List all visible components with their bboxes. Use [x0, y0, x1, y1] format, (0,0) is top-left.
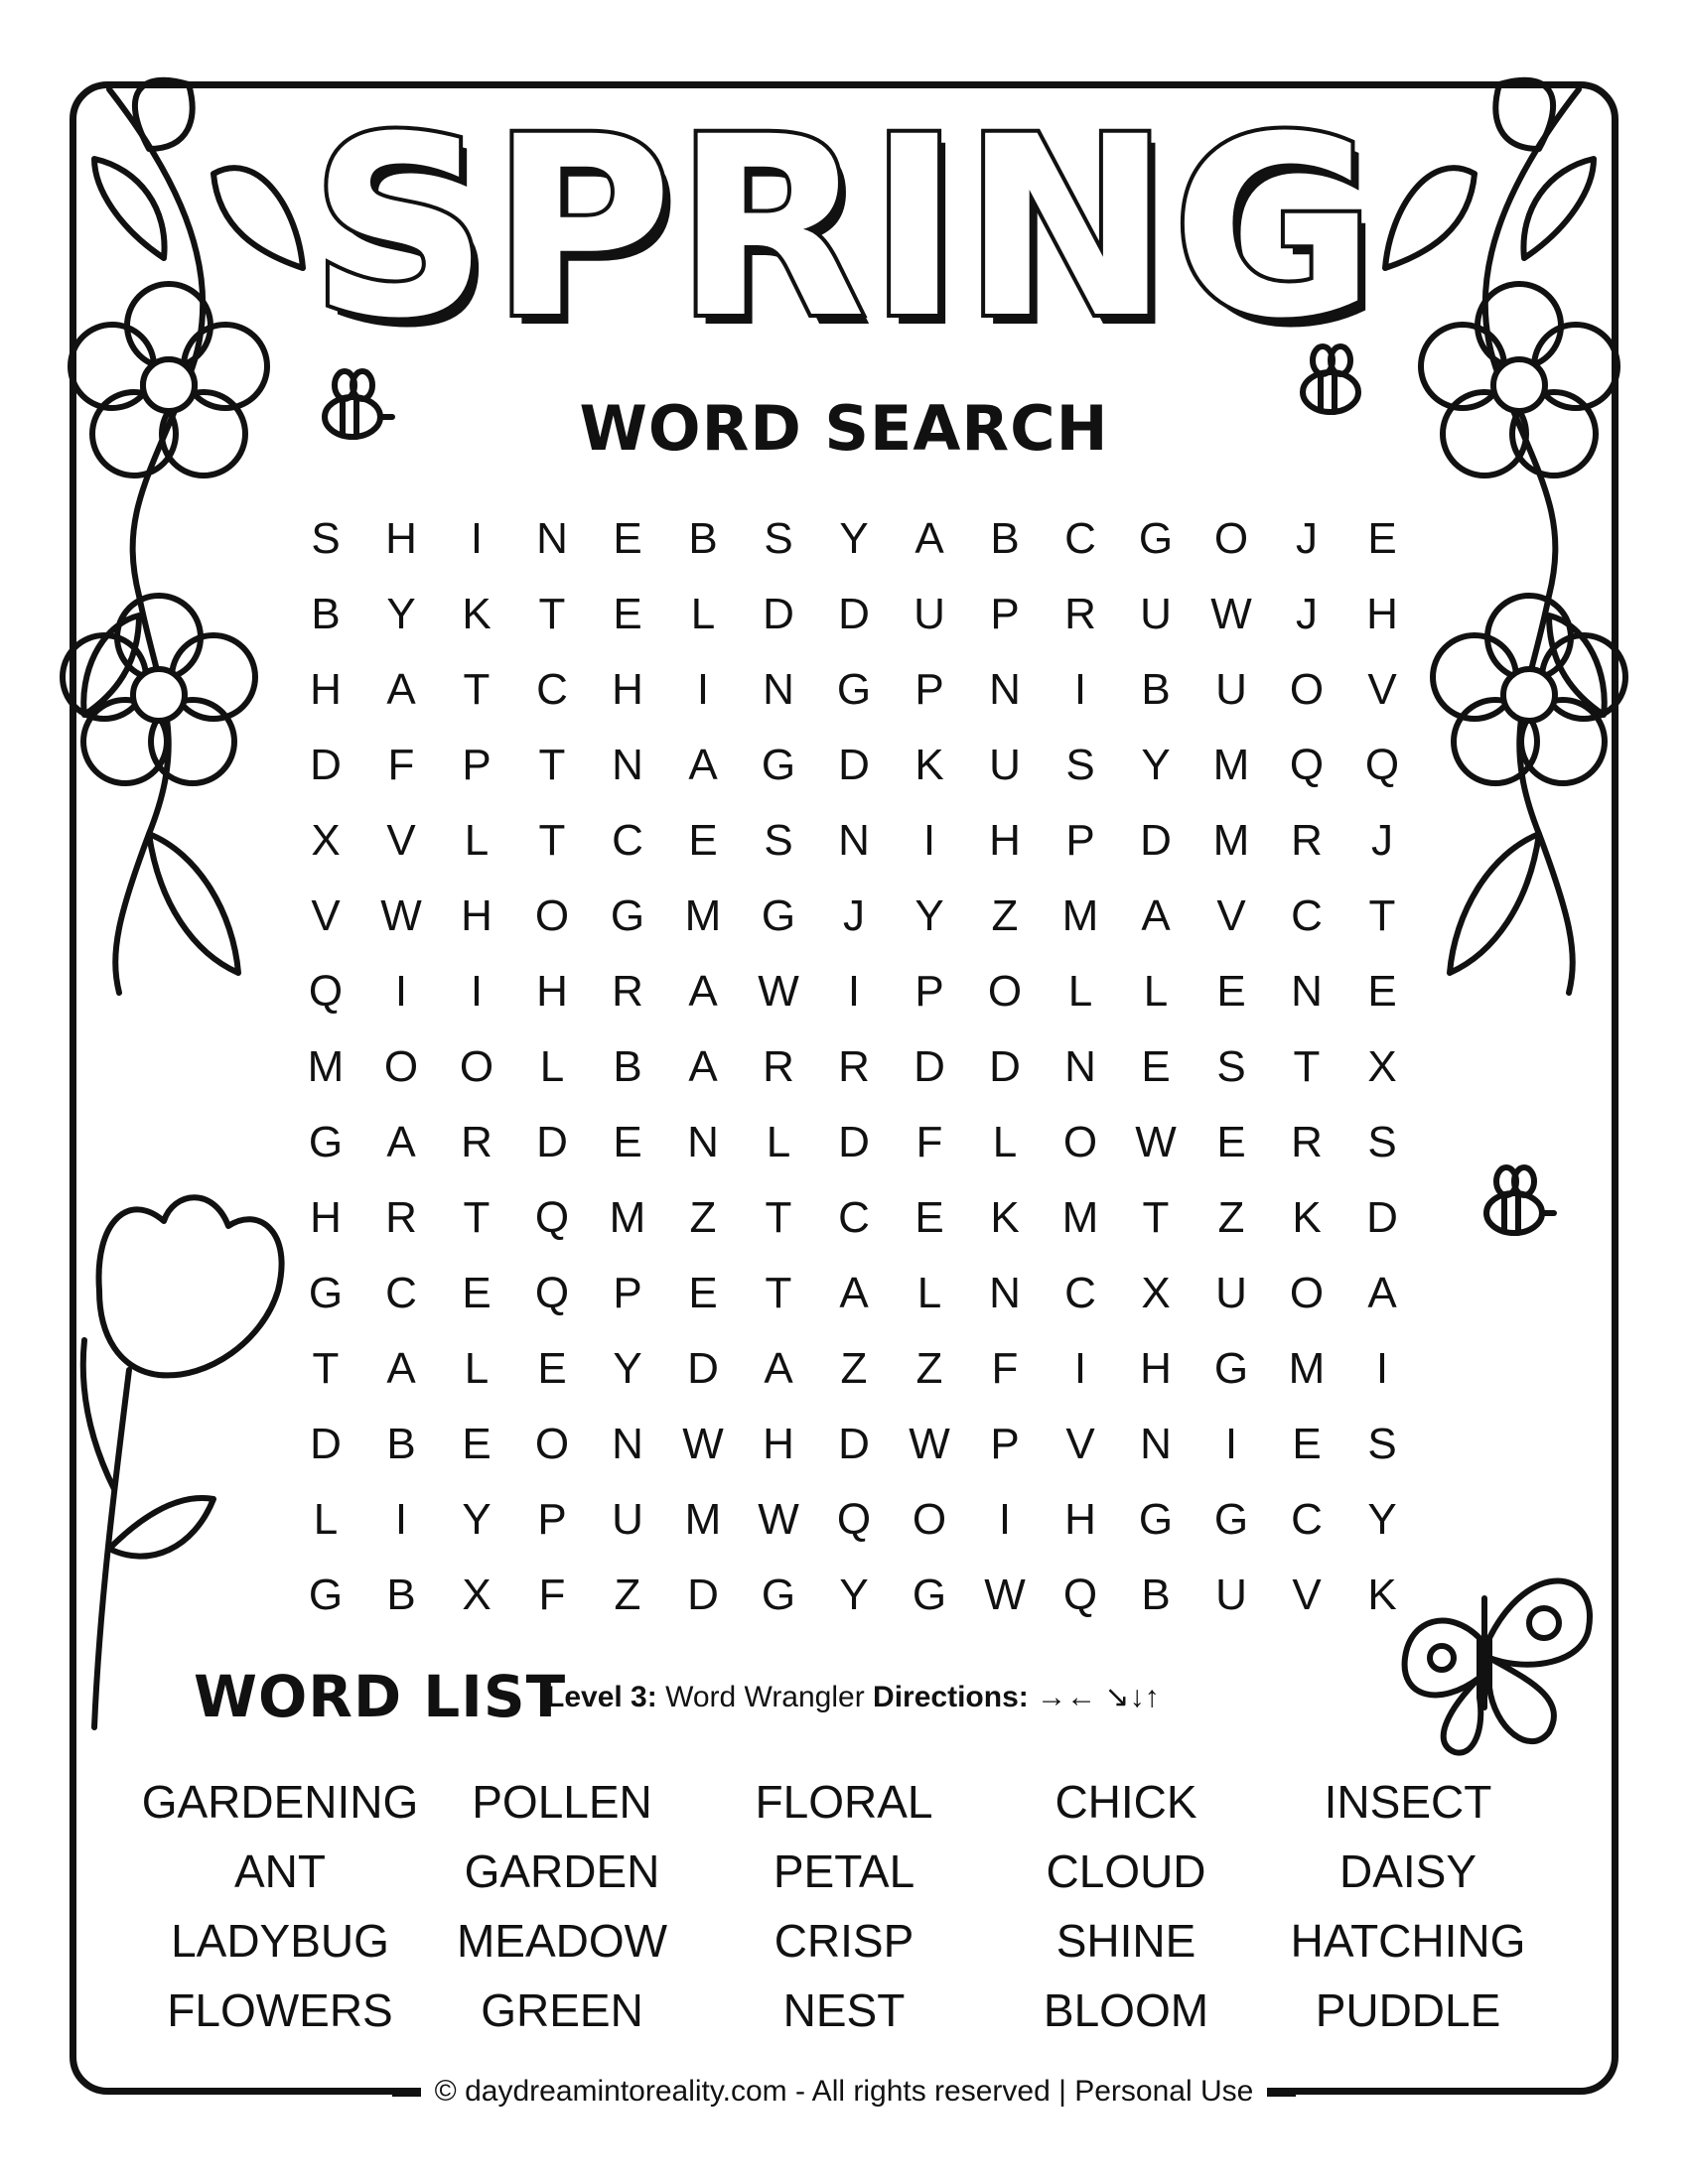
grid-letter[interactable]: M: [609, 1193, 646, 1242]
grid-letter[interactable]: R: [763, 1042, 794, 1091]
grid-letter[interactable]: G: [836, 665, 872, 714]
grid-letter[interactable]: H: [385, 514, 417, 563]
grid-letter[interactable]: G: [761, 1570, 796, 1619]
grid-letter[interactable]: C: [1064, 514, 1096, 563]
grid-letter[interactable]: O: [1289, 1269, 1325, 1317]
grid-letter[interactable]: M: [1212, 816, 1250, 865]
grid-letter[interactable]: D: [838, 590, 870, 638]
grid-letter[interactable]: J: [1296, 514, 1318, 563]
word-list-item: MEADOW: [456, 1915, 668, 1967]
grid-letter[interactable]: L: [539, 1042, 565, 1091]
grid-letter[interactable]: Y: [1141, 741, 1171, 789]
grid-letter[interactable]: Q: [1364, 741, 1400, 789]
grid-letter[interactable]: B: [311, 590, 341, 638]
grid-letter[interactable]: F: [915, 1118, 943, 1166]
grid-letter[interactable]: G: [1213, 1344, 1249, 1393]
grid-letter[interactable]: E: [688, 1269, 718, 1317]
grid-letter[interactable]: W: [758, 1495, 799, 1544]
grid-letter[interactable]: W: [1210, 590, 1252, 638]
grid-letter[interactable]: W: [984, 1570, 1026, 1619]
grid-letter[interactable]: N: [612, 1420, 643, 1468]
word-list-item: PUDDLE: [1315, 1984, 1501, 2036]
grid-letter[interactable]: C: [612, 816, 643, 865]
grid-letter[interactable]: L: [1143, 967, 1169, 1016]
grid-letter[interactable]: H: [989, 816, 1021, 865]
grid-letter[interactable]: D: [536, 1118, 568, 1166]
grid-letter[interactable]: L: [916, 1269, 942, 1317]
word-list-item: NEST: [782, 1984, 906, 2036]
grid-letter[interactable]: H: [763, 1420, 794, 1468]
grid-letter[interactable]: S: [1367, 1118, 1397, 1166]
grid-letter[interactable]: I: [394, 967, 408, 1016]
grid-letter[interactable]: Q: [1289, 741, 1325, 789]
grid-letter[interactable]: P: [613, 1269, 642, 1317]
grid-letter[interactable]: T: [765, 1269, 792, 1317]
grid-letter[interactable]: H: [310, 1193, 342, 1242]
grid-letter[interactable]: D: [1366, 1193, 1398, 1242]
word-list-item: GARDENING: [141, 1776, 419, 1828]
grid-letter[interactable]: Q: [836, 1495, 872, 1544]
grid-letter[interactable]: H: [310, 665, 342, 714]
grid-letter[interactable]: V: [386, 816, 416, 865]
grid-letter[interactable]: A: [914, 514, 944, 563]
word-list-item: POLLEN: [472, 1776, 652, 1828]
page-subtitle: WORD SEARCH: [579, 392, 1109, 465]
grid-letter[interactable]: O: [383, 1042, 419, 1091]
grid-letter[interactable]: C: [1064, 1269, 1096, 1317]
grid-letter[interactable]: H: [1366, 590, 1398, 638]
grid-letter[interactable]: Q: [308, 967, 344, 1016]
grid-letter[interactable]: U: [1215, 665, 1247, 714]
grid-letter[interactable]: O: [1213, 514, 1249, 563]
grid-letter[interactable]: C: [385, 1269, 417, 1317]
grid-letter[interactable]: R: [385, 1193, 417, 1242]
word-list-title: WORD LIST: [194, 1663, 567, 1730]
grid-letter[interactable]: N: [687, 1118, 719, 1166]
word-list-item: ANT: [234, 1845, 326, 1897]
grid-letter[interactable]: M: [307, 1042, 345, 1091]
grid-letter[interactable]: N: [1064, 1042, 1096, 1091]
grid-letter[interactable]: Y: [914, 891, 944, 940]
grid-letter[interactable]: J: [843, 891, 865, 940]
grid-letter[interactable]: Y: [839, 1570, 869, 1619]
word-list-item: BLOOM: [1043, 1984, 1209, 2036]
grid-letter[interactable]: A: [386, 1118, 416, 1166]
grid-letter[interactable]: I: [1073, 665, 1087, 714]
word-list-item: CRISP: [774, 1915, 914, 1967]
grid-letter[interactable]: X: [1141, 1269, 1171, 1317]
grid-letter[interactable]: P: [914, 967, 944, 1016]
grid-letter[interactable]: G: [308, 1118, 344, 1166]
grid-letter[interactable]: M: [1061, 1193, 1099, 1242]
word-list-item: FLORAL: [755, 1776, 933, 1828]
grid-letter[interactable]: S: [1065, 741, 1095, 789]
grid-letter[interactable]: F: [387, 741, 415, 789]
grid-letter[interactable]: R: [612, 967, 643, 1016]
grid-letter[interactable]: W: [758, 967, 799, 1016]
grid-letter[interactable]: S: [311, 514, 341, 563]
grid-letter[interactable]: W: [380, 891, 422, 940]
grid-letter[interactable]: L: [464, 816, 490, 865]
word-list: [139, 1767, 1549, 2045]
grid-letter[interactable]: E: [1141, 1042, 1171, 1091]
level-directions: [546, 1680, 1160, 1714]
grid-letter[interactable]: P: [990, 590, 1020, 638]
grid-letter[interactable]: A: [688, 741, 718, 789]
grid-letter[interactable]: O: [912, 1495, 947, 1544]
grid-letter[interactable]: M: [1212, 741, 1250, 789]
grid-letter[interactable]: G: [761, 741, 796, 789]
grid-letter[interactable]: F: [991, 1344, 1019, 1393]
grid-letter[interactable]: V: [311, 891, 341, 940]
grid-letter[interactable]: T: [463, 1193, 491, 1242]
grid-letter[interactable]: Q: [1062, 1570, 1098, 1619]
grid-letter[interactable]: X: [1367, 1042, 1397, 1091]
grid-letter[interactable]: G: [912, 1570, 947, 1619]
grid-letter[interactable]: T: [1368, 891, 1396, 940]
grid-letter[interactable]: T: [1142, 1193, 1170, 1242]
bee-icon: [1486, 1167, 1554, 1233]
grid-letter[interactable]: A: [386, 665, 416, 714]
level-label: Level 3:: [546, 1681, 657, 1713]
level-name: Word Wrangler: [665, 1681, 865, 1713]
grid-letter[interactable]: Z: [614, 1570, 641, 1619]
word-list-item: CHICK: [1055, 1776, 1197, 1828]
footer: [0, 2075, 1688, 2109]
grid-letter[interactable]: G: [308, 1570, 344, 1619]
grid-letter[interactable]: N: [989, 1269, 1021, 1317]
grid-letter[interactable]: Q: [534, 1269, 570, 1317]
grid-letter[interactable]: I: [470, 967, 484, 1016]
direction-arrows: →← ↘↓↑: [1037, 1681, 1160, 1713]
grid-letter[interactable]: M: [1288, 1344, 1326, 1393]
grid-letter[interactable]: D: [687, 1570, 719, 1619]
word-list-item: INSECT: [1324, 1776, 1492, 1828]
grid-letter[interactable]: D: [914, 1042, 945, 1091]
grid-letter[interactable]: P: [1065, 816, 1095, 865]
grid-letter[interactable]: Y: [462, 1495, 492, 1544]
grid-letter[interactable]: G: [1213, 1495, 1249, 1544]
grid-letter[interactable]: D: [838, 741, 870, 789]
grid-letter[interactable]: U: [612, 1495, 643, 1544]
word-list-item: DAISY: [1338, 1845, 1477, 1897]
directions-label: Directions:: [873, 1681, 1029, 1713]
grid-letter[interactable]: N: [989, 665, 1021, 714]
word-list-item: FLOWERS: [167, 1984, 393, 2036]
grid-letter[interactable]: L: [690, 590, 716, 638]
grid-letter[interactable]: U: [989, 741, 1021, 789]
grid-letter[interactable]: D: [1140, 816, 1172, 865]
grid-letter[interactable]: I: [1375, 1344, 1389, 1393]
grid-letter[interactable]: I: [470, 514, 484, 563]
grid-letter[interactable]: J: [1296, 590, 1318, 638]
grid-letter[interactable]: B: [386, 1420, 416, 1468]
grid-letter[interactable]: A: [386, 1344, 416, 1393]
grid-letter[interactable]: P: [990, 1420, 1020, 1468]
word-list-item: GARDEN: [464, 1845, 660, 1897]
grid-letter[interactable]: Y: [613, 1344, 642, 1393]
grid-letter[interactable]: O: [987, 967, 1023, 1016]
grid-letter[interactable]: N: [1140, 1420, 1172, 1468]
word-list-item: HATCHING: [1290, 1915, 1526, 1967]
grid-letter[interactable]: U: [1215, 1570, 1247, 1619]
grid-letter[interactable]: M: [684, 891, 722, 940]
butterfly-icon: [1405, 1581, 1590, 1753]
grid-letter[interactable]: N: [536, 514, 568, 563]
grid-letter[interactable]: J: [1371, 816, 1393, 865]
word-list-item: GREEN: [481, 1984, 643, 2036]
grid-letter[interactable]: E: [462, 1269, 492, 1317]
grid-letter[interactable]: L: [464, 1344, 490, 1393]
grid-letter[interactable]: V: [1367, 665, 1397, 714]
grid-letter[interactable]: A: [1367, 1269, 1397, 1317]
grid-letter[interactable]: E: [1216, 967, 1246, 1016]
grid-letter[interactable]: R: [1291, 1118, 1323, 1166]
grid-letter[interactable]: I: [1073, 1344, 1087, 1393]
grid-letter[interactable]: I: [394, 1495, 408, 1544]
grid-letter[interactable]: O: [534, 1420, 570, 1468]
grid-letter[interactable]: W: [909, 1420, 950, 1468]
grid-letter[interactable]: H: [536, 967, 568, 1016]
grid-letter[interactable]: O: [1062, 1118, 1098, 1166]
grid-letter[interactable]: B: [1141, 1570, 1171, 1619]
grid-letter[interactable]: E: [613, 1118, 642, 1166]
grid-letter[interactable]: I: [922, 816, 936, 865]
grid-letter[interactable]: H: [1064, 1495, 1096, 1544]
grid-letter[interactable]: X: [462, 1570, 492, 1619]
grid-letter[interactable]: G: [761, 891, 796, 940]
grid-letter[interactable]: P: [462, 741, 492, 789]
grid-letter[interactable]: Q: [534, 1193, 570, 1242]
word-list-item: LADYBUG: [171, 1915, 389, 1967]
grid-letter[interactable]: Y: [1367, 1495, 1397, 1544]
grid-letter[interactable]: E: [613, 514, 642, 563]
grid-letter[interactable]: I: [1224, 1420, 1238, 1468]
grid-letter[interactable]: Z: [689, 1193, 717, 1242]
grid-letter[interactable]: S: [764, 816, 793, 865]
grid-letter[interactable]: T: [538, 741, 566, 789]
grid-letter[interactable]: E: [688, 816, 718, 865]
grid-letter[interactable]: C: [1291, 891, 1323, 940]
grid-letter[interactable]: V: [1292, 1570, 1322, 1619]
grid-letter[interactable]: E: [613, 590, 642, 638]
grid-letter[interactable]: E: [1216, 1118, 1246, 1166]
grid-letter[interactable]: D: [687, 1344, 719, 1393]
grid-letter[interactable]: T: [538, 816, 566, 865]
grid-letter[interactable]: G: [1138, 1495, 1174, 1544]
grid-letter[interactable]: X: [311, 816, 341, 865]
grid-letter[interactable]: D: [838, 1420, 870, 1468]
grid-letter[interactable]: P: [537, 1495, 567, 1544]
grid-letter[interactable]: K: [1367, 1570, 1397, 1619]
grid-letter[interactable]: D: [838, 1118, 870, 1166]
grid-letter[interactable]: G: [610, 891, 645, 940]
grid-letter[interactable]: B: [990, 514, 1020, 563]
grid-letter[interactable]: Z: [991, 891, 1019, 940]
grid-letter[interactable]: W: [1135, 1118, 1177, 1166]
grid-letter[interactable]: B: [613, 1042, 642, 1091]
grid-letter[interactable]: O: [459, 1042, 494, 1091]
grid-letter[interactable]: U: [914, 590, 945, 638]
grid-letter[interactable]: D: [989, 1042, 1021, 1091]
grid-letter[interactable]: E: [462, 1420, 492, 1468]
grid-letter[interactable]: H: [1140, 1344, 1172, 1393]
grid-letter[interactable]: G: [308, 1269, 344, 1317]
grid-letter[interactable]: V: [1216, 891, 1246, 940]
grid-letter[interactable]: E: [537, 1344, 567, 1393]
grid-letter[interactable]: N: [763, 665, 794, 714]
grid-letter[interactable]: T: [312, 1344, 340, 1393]
grid-letter[interactable]: V: [1065, 1420, 1095, 1468]
grid-letter[interactable]: S: [1216, 1042, 1246, 1091]
grid-letter[interactable]: K: [462, 590, 492, 638]
letter-grid: [288, 501, 1408, 1633]
grid-letter[interactable]: B: [688, 514, 718, 563]
grid-letter[interactable]: E: [1367, 514, 1397, 563]
grid-letter[interactable]: E: [1367, 967, 1397, 1016]
grid-letter[interactable]: S: [1367, 1420, 1397, 1468]
grid-letter[interactable]: Z: [840, 1344, 868, 1393]
grid-letter[interactable]: G: [1138, 514, 1174, 563]
grid-letter[interactable]: K: [914, 741, 944, 789]
grid-letter[interactable]: A: [688, 1042, 718, 1091]
page-title: SPRING: [310, 83, 1378, 372]
grid-letter[interactable]: L: [1067, 967, 1093, 1016]
grid-letter[interactable]: L: [313, 1495, 339, 1544]
grid-letter[interactable]: O: [1289, 665, 1325, 714]
grid-letter[interactable]: U: [1215, 1269, 1247, 1317]
grid-letter[interactable]: E: [1292, 1420, 1322, 1468]
grid-letter[interactable]: B: [1141, 665, 1171, 714]
grid-letter[interactable]: C: [536, 665, 568, 714]
grid-letter[interactable]: P: [914, 665, 944, 714]
grid-letter[interactable]: Y: [839, 514, 869, 563]
footer-text: © daydreamintoreality.com - All rights reserved | Personal Use: [421, 2075, 1268, 2108]
grid-letter[interactable]: Z: [915, 1344, 943, 1393]
grid-letter[interactable]: C: [1291, 1495, 1323, 1544]
grid-letter[interactable]: N: [1291, 967, 1323, 1016]
grid-letter[interactable]: D: [763, 590, 794, 638]
grid-letter[interactable]: L: [766, 1118, 791, 1166]
grid-letter[interactable]: C: [838, 1193, 870, 1242]
grid-letter[interactable]: H: [612, 665, 643, 714]
word-list-item: PETAL: [773, 1845, 915, 1897]
grid-letter[interactable]: A: [764, 1344, 793, 1393]
grid-letter[interactable]: A: [1141, 891, 1171, 940]
grid-letter[interactable]: F: [538, 1570, 566, 1619]
grid-letter[interactable]: Y: [386, 590, 416, 638]
grid-letter[interactable]: E: [914, 1193, 944, 1242]
grid-letter[interactable]: N: [612, 741, 643, 789]
grid-letter[interactable]: U: [1140, 590, 1172, 638]
grid-letter[interactable]: T: [538, 590, 566, 638]
grid-letter[interactable]: T: [1293, 1042, 1321, 1091]
grid-letter[interactable]: B: [386, 1570, 416, 1619]
grid-letter[interactable]: D: [310, 741, 342, 789]
grid-letter[interactable]: L: [992, 1118, 1018, 1166]
grid-letter[interactable]: K: [1292, 1193, 1322, 1242]
grid-letter[interactable]: T: [463, 665, 491, 714]
grid-letter[interactable]: R: [1064, 590, 1096, 638]
grid-letter[interactable]: T: [765, 1193, 792, 1242]
grid-letter[interactable]: O: [534, 891, 570, 940]
word-list-item: SHINE: [1055, 1915, 1196, 1967]
grid-letter[interactable]: A: [688, 967, 718, 1016]
grid-letter[interactable]: R: [461, 1118, 492, 1166]
grid-letter[interactable]: N: [838, 816, 870, 865]
grid-letter[interactable]: Z: [1217, 1193, 1245, 1242]
grid-letter[interactable]: S: [764, 514, 793, 563]
grid-letter[interactable]: A: [839, 1269, 869, 1317]
grid-letter[interactable]: I: [696, 665, 710, 714]
tulip-icon: [83, 1197, 282, 1727]
grid-letter[interactable]: K: [990, 1193, 1020, 1242]
grid-letter[interactable]: R: [838, 1042, 870, 1091]
grid-letter[interactable]: H: [461, 891, 492, 940]
grid-letter[interactable]: D: [310, 1420, 342, 1468]
grid-letter[interactable]: W: [682, 1420, 724, 1468]
grid-letter[interactable]: I: [847, 967, 861, 1016]
word-list-item: CLOUD: [1046, 1845, 1206, 1897]
grid-letter[interactable]: M: [1061, 891, 1099, 940]
grid-letter[interactable]: I: [998, 1495, 1012, 1544]
grid-letter[interactable]: M: [684, 1495, 722, 1544]
grid-letter[interactable]: R: [1291, 816, 1323, 865]
